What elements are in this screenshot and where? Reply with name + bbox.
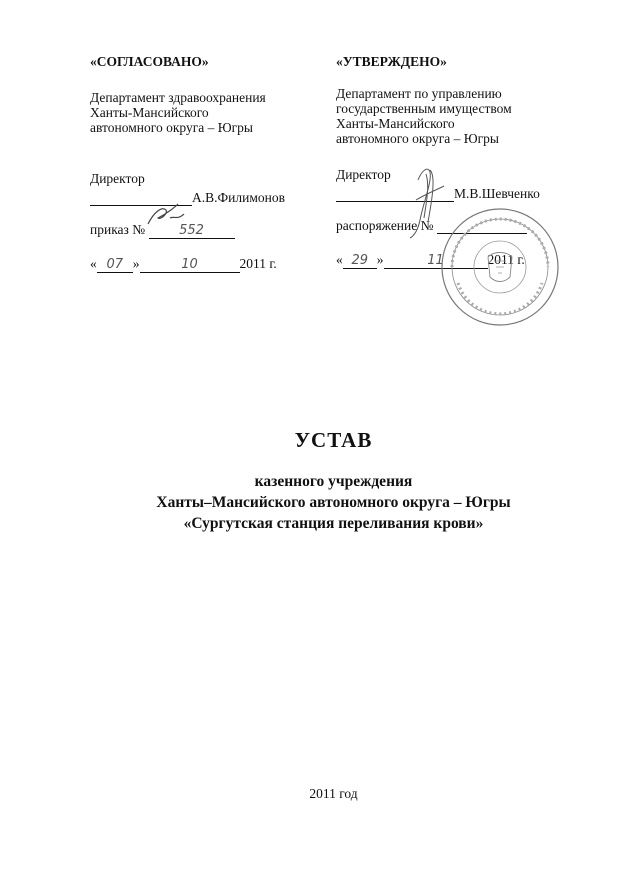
right-dept-line-1: Департамент по управлению	[336, 86, 502, 101]
left-day-field	[97, 256, 133, 273]
right-month: 11	[427, 253, 444, 268]
document-title-block	[0, 428, 627, 534]
document-year-row	[0, 786, 627, 802]
official-stamp-icon	[438, 205, 562, 329]
left-name: А.В.Филимонов	[192, 190, 285, 205]
document-title: УСТАВ	[294, 428, 373, 452]
document-subtitle-line-1: казенного учреждения	[254, 473, 413, 490]
document-year: 2011 год	[309, 786, 358, 801]
right-date-close: »	[376, 252, 384, 267]
document-subtitle-line-2: Ханты–Мансийского автономного округа – Югры	[156, 494, 511, 511]
left-signature-icon	[140, 200, 190, 230]
left-order-number: 552	[179, 223, 204, 238]
left-dept-line-1: Департамент здравоохранения	[90, 90, 266, 105]
right-position: Директор	[336, 167, 391, 182]
right-day-field	[343, 252, 377, 269]
left-date-row	[90, 256, 330, 274]
right-dept-line-4: автономного округа – Югры	[336, 131, 499, 146]
right-dept-line-2: государственным имуществом	[336, 101, 512, 116]
left-date-close: »	[132, 256, 140, 271]
left-year: 2011 г.	[239, 256, 277, 271]
left-date-open: «	[90, 256, 97, 271]
right-name: М.В.Шевченко	[454, 186, 540, 201]
left-day: 07	[106, 257, 124, 272]
left-dept-line-2: Ханты-Мансийского	[90, 105, 209, 120]
right-order-label: распоряжение №	[336, 218, 434, 233]
document-subtitle-line-3: «Сургутская станция переливания крови»	[183, 515, 484, 532]
left-order-row	[90, 222, 330, 240]
left-heading: «СОГЛАСОВАНО»	[90, 54, 209, 69]
left-position: Директор	[90, 171, 145, 186]
left-month: 10	[181, 257, 198, 272]
approval-left-block	[90, 54, 330, 274]
right-signature-row	[336, 186, 586, 204]
right-day: 29	[351, 253, 369, 268]
right-date-open: «	[336, 252, 343, 267]
left-month-field	[140, 256, 240, 273]
left-signature-row	[90, 190, 330, 208]
left-dept-line-3: автономного округа – Югры	[90, 120, 253, 135]
right-dept-line-3: Ханты-Мансийского	[336, 116, 455, 131]
right-heading: «УТВЕРЖДЕНО»	[336, 54, 447, 69]
right-year: 2011 г.	[487, 252, 525, 267]
left-order-label: приказ №	[90, 222, 146, 237]
